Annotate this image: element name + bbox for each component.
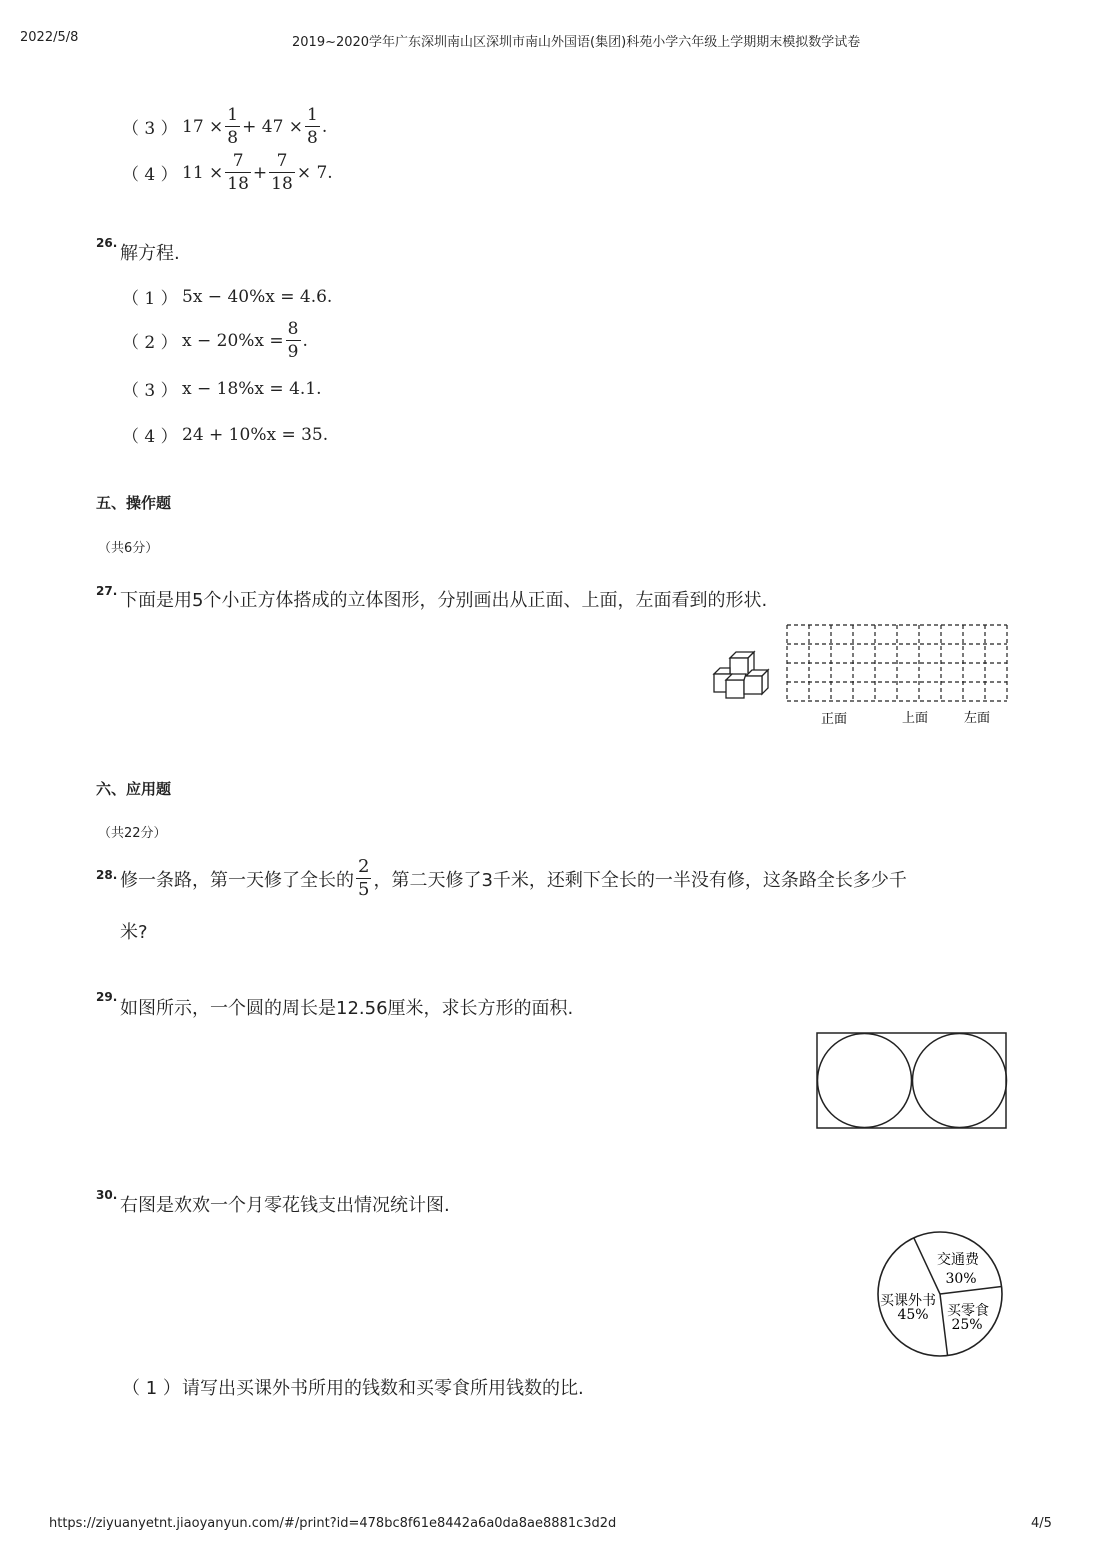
question-text-continued: 米? — [120, 922, 148, 943]
grid-drawing-area — [780, 620, 1010, 730]
slice-value-snacks: 25% — [951, 1317, 983, 1333]
item-label: （ 2 ） — [122, 333, 178, 353]
slice-value-transport: 30% — [945, 1271, 977, 1287]
grid-label-top: 上面 — [901, 711, 929, 726]
section-points: （共6分） — [98, 541, 159, 556]
item-label: （ 4 ） — [122, 165, 178, 185]
item-label: （ 1 ） — [122, 289, 178, 309]
pie-chart — [872, 1226, 1008, 1362]
question-number: 30. — [96, 1188, 118, 1202]
document-title: 2019~2020学年广东深圳南山区深圳市南山外国语(集团)科苑小学六年级上学期期末模拟数学试卷 — [292, 35, 861, 50]
q25-item-4: （ 4 ） 11 × $\frac{7}{18}$ + $\frac{7}{18}$ × 7. — [122, 151, 333, 194]
q26-item-4: （ 4 ） 24 + 10%x = 35. — [122, 422, 328, 447]
q26-item-2: （ 2 ） x − 20%x = $\frac{8}{9}$ . — [122, 319, 308, 362]
section-title: 六、应用题 — [96, 780, 172, 798]
question-text: 解方程. — [120, 243, 180, 264]
fraction: $\frac{1}{8}$ — [227, 105, 239, 148]
question-number: 26. — [96, 236, 118, 250]
q26-item-1: （ 1 ） 5x − 40%x = 4.6. — [122, 284, 332, 309]
q26-item-3: （ 3 ） x − 18%x = 4.1. — [122, 376, 322, 401]
fraction: $\frac{1}{8}$ — [307, 105, 318, 148]
item-label: （ 1 ） — [122, 1378, 181, 1399]
question-text: 右图是欢欢一个月零花钱支出情况统计图. — [120, 1195, 450, 1216]
fraction: $\frac{7}{18}$ — [271, 151, 293, 194]
question-text: 修一条路，第一天修了全长的 $\frac{2}{5}$ ，第二天修了3千米，还剩下全长的一半没有修，这条路全长多少千 — [120, 856, 907, 900]
cube-stack-figure — [705, 648, 775, 704]
item-label: （ 4 ） — [122, 427, 178, 447]
rectangle-two-circles-figure — [814, 1030, 1010, 1132]
fraction: $\frac{8}{9}$ — [287, 319, 299, 362]
slice-label-snacks: 买零食 — [947, 1303, 989, 1319]
grid-label-front: 正面 — [820, 712, 848, 727]
slice-boundary-snacks — [940, 1286, 1002, 1294]
slice-label-books: 买课外书 — [880, 1293, 936, 1309]
section-points: （共22分） — [98, 826, 167, 841]
slice-value-books: 45% — [897, 1307, 929, 1323]
fraction: $\frac{2}{5}$ — [358, 856, 370, 900]
question-number: 27. — [96, 584, 118, 598]
question-number: 29. — [96, 990, 118, 1004]
q30-sub-1: （ 1 ） 请写出买课外书所用的钱数和买零食所用钱数的比. — [122, 1374, 584, 1400]
item-label: （ 3 ） — [122, 381, 178, 401]
item-label: （ 3 ） — [122, 119, 178, 139]
section-title: 五、操作题 — [96, 494, 172, 512]
question-number: 28. — [96, 868, 118, 882]
fraction: $\frac{7}{18}$ — [227, 151, 249, 194]
grid-label-left: 左面 — [963, 711, 991, 726]
print-date: 2022/5/8 — [20, 30, 79, 45]
q25-item-3: （ 3 ） 17 × $\frac{1}{8}$ + 47 × $\frac{1}{8}$ . — [122, 105, 328, 148]
page-number: 4/5 — [1031, 1516, 1052, 1531]
slice-label-transport: 交通费 — [937, 1252, 979, 1268]
question-text: 下面是用5个小正方体搭成的立体图形，分别画出从正面、上面，左面看到的形状. — [120, 590, 768, 611]
footer-url: https://ziyuanyetnt.jiaoyanyun.com/#/print?id=478bc8f61e8442a6a0da8ae8881c3d2d — [49, 1516, 617, 1531]
question-text: 如图所示，一个圆的周长是12.56厘米，求长方形的面积. — [120, 998, 574, 1019]
